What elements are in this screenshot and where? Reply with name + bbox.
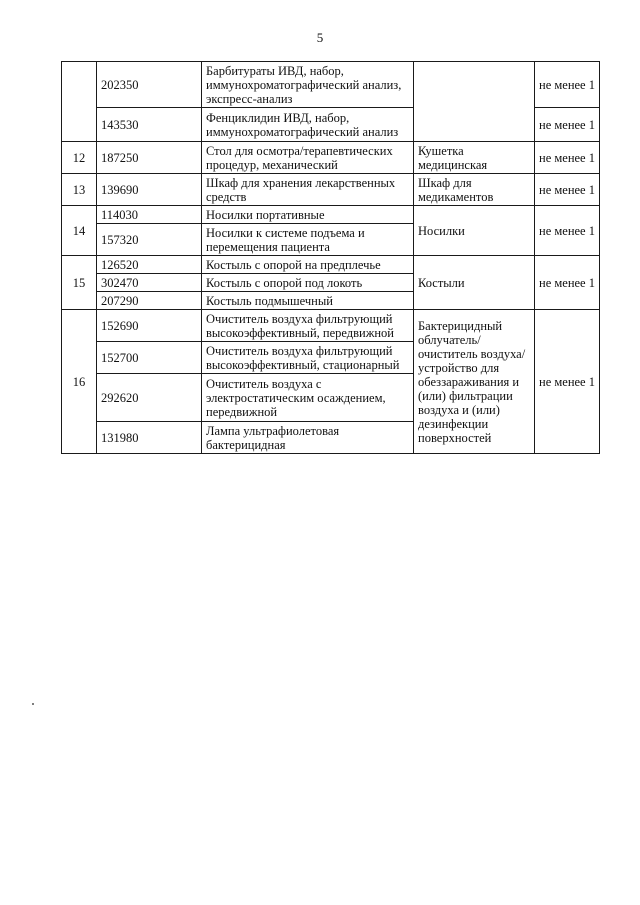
code-cell: 202350: [97, 62, 202, 108]
table-row: [62, 256, 600, 274]
group-cell: Костыли: [414, 256, 535, 310]
table-row: [62, 206, 600, 224]
equipment-table: [61, 61, 600, 454]
group-cell: Кушетка медицинская: [414, 142, 535, 174]
code-cell: 114030: [97, 206, 202, 224]
scan-speck: [32, 703, 34, 705]
code-cell: 152700: [97, 342, 202, 374]
table-row: [62, 62, 600, 108]
code-cell: 139690: [97, 174, 202, 206]
page-number: 5: [316, 30, 324, 45]
row-number-cell: 13: [62, 174, 97, 206]
code-cell: 187250: [97, 142, 202, 174]
code-cell: 157320: [97, 224, 202, 256]
name-cell: Костыль подмышечный: [202, 292, 414, 310]
group-cell: Носилки: [414, 206, 535, 256]
name-cell: Лампа ультрафиолетовая бактерицидная: [202, 422, 414, 454]
group-cell: [414, 62, 535, 142]
qty-cell: не менее 1: [535, 62, 600, 108]
table-row: [62, 142, 600, 174]
name-cell: Носилки портативные: [202, 206, 414, 224]
table-row: [62, 310, 600, 342]
qty-cell: не менее 1: [535, 108, 600, 142]
qty-cell: не менее 1: [535, 142, 600, 174]
code-cell: 207290: [97, 292, 202, 310]
group-cell: Шкаф для медикаментов: [414, 174, 535, 206]
name-cell: Очиститель воздуха с электростатическим осаждением, передвижной: [202, 374, 414, 422]
code-cell: 292620: [97, 374, 202, 422]
qty-cell: не менее 1: [535, 310, 600, 454]
name-cell: Очиститель воздуха фильтрующий высокоэффективный, передвижной: [202, 310, 414, 342]
row-number-cell: 14: [62, 206, 97, 256]
qty-cell: не менее 1: [535, 256, 600, 310]
name-cell: Носилки к системе подъема и перемещения пациента: [202, 224, 414, 256]
qty-cell: не менее 1: [535, 206, 600, 256]
table-row: [62, 174, 600, 206]
row-number-cell: [62, 62, 97, 142]
qty-cell: не менее 1: [535, 174, 600, 206]
code-cell: 126520: [97, 256, 202, 274]
code-cell: 131980: [97, 422, 202, 454]
group-cell: Бактерицидный облучатель/ очиститель воздуха/ устройство для обеззараживания и (или) фильтрации воздуха и (или) дезинфекции поверхностей: [414, 310, 535, 454]
row-number-cell: 16: [62, 310, 97, 454]
row-number-cell: 15: [62, 256, 97, 310]
name-cell: Фенциклидин ИВД, набор, иммунохроматографический анализ: [202, 108, 414, 142]
row-number-cell: 12: [62, 142, 97, 174]
code-cell: 143530: [97, 108, 202, 142]
name-cell: Барбитураты ИВД, набор, иммунохроматографический анализ, экспресс-анализ: [202, 62, 414, 108]
name-cell: Очиститель воздуха фильтрующий высокоэффективный, стационарный: [202, 342, 414, 374]
name-cell: Стол для осмотра/терапевтических процедур, механический: [202, 142, 414, 174]
code-cell: 152690: [97, 310, 202, 342]
name-cell: Костыль с опорой под локоть: [202, 274, 414, 292]
name-cell: Шкаф для хранения лекарственных средств: [202, 174, 414, 206]
name-cell: Костыль с опорой на предплечье: [202, 256, 414, 274]
code-cell: 302470: [97, 274, 202, 292]
